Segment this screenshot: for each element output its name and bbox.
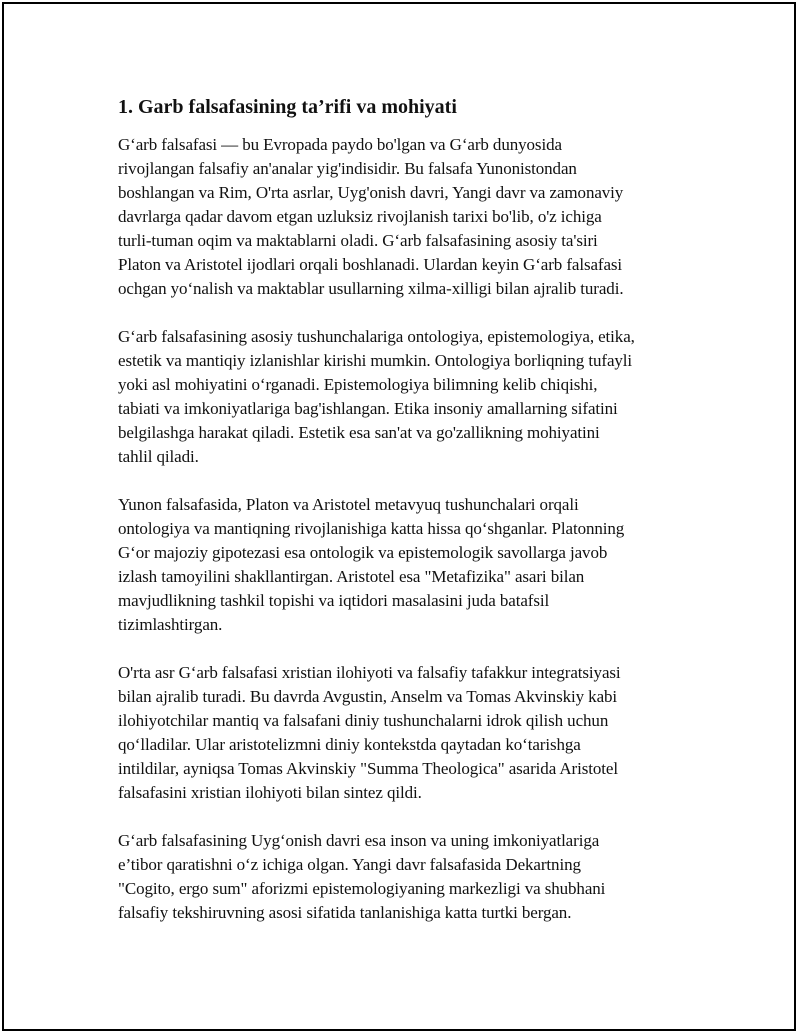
- text-line: belgilashga harakat qiladi. Estetik esa san'at va go'zallikning mohiyatini: [118, 423, 600, 442]
- document-body: [118, 93, 698, 949]
- text-line: estetik va mantiqiy izlanishlar kirishi mumkin. Ontologiya borliqning tufayli: [118, 351, 633, 370]
- text-line: intildilar, ayniqsa Tomas Akvinskiy "Summa Theologica" asarida Aristotel: [118, 759, 618, 778]
- text-line: tahlil qiladi.: [118, 447, 199, 466]
- text-line: G‘arb falsafasining Uyg‘onish davri esa inson va uning imkoniyatlariga: [118, 831, 600, 850]
- text-line: G‘or majoziy gipotezasi esa ontologik va epistemologik savollarga javob: [118, 543, 608, 562]
- text-line: tizimlashtirgan.: [118, 615, 223, 634]
- text-line: yoki asl mohiyatini o‘rganadi. Epistemologiya bilimning kelib chiqishi,: [118, 375, 598, 394]
- paragraph: [118, 493, 698, 637]
- paragraph: [118, 325, 698, 469]
- text-line: ontologiya va mantiqning rivojlanishiga katta hissa qo‘shganlar. Platonning: [118, 519, 625, 538]
- paragraph: [118, 133, 698, 301]
- text-line: falsafiy tekshiruvning asosi sifatida tanlanishiga katta turtki bergan.: [118, 903, 572, 922]
- text-line: G‘arb falsafasining asosiy tushunchalariga ontologiya, epistemologiya, etika,: [118, 327, 635, 346]
- text-line: ochgan yo‘nalish va maktablar usullarning xilma-xilligi bilan ajralib turadi.: [118, 279, 624, 298]
- text-line: izlash tamoyilini shakllantirgan. Aristotel esa "Metafizika" asari bilan: [118, 567, 585, 586]
- text-line: davrlarga qadar davom etgan uzluksiz rivojlanish tarixi bo'lib, o'z ichiga: [118, 207, 602, 226]
- text-line: turli-tuman oqim va maktablarni oladi. G‘arb falsafasining asosiy ta'siri: [118, 231, 598, 250]
- text-line: Platon va Aristotel ijodlari orqali boshlanadi. Ulardan keyin G‘arb falsafasi: [118, 255, 623, 274]
- text-line: "Cogito, ergo sum" aforizmi epistemologiyaning markezligi va shubhani: [118, 879, 606, 898]
- text-line: mavjudlikning tashkil topishi va iqtidori masalasini juda batafsil: [118, 591, 550, 610]
- text-line: rivojlangan falsafiy an'analar yig'indisidir. Bu falsafa Yunonistondan: [118, 159, 577, 178]
- text-line: tabiati va imkoniyatlariga bag'ishlangan. Etika insoniy amallarning sifatini: [118, 399, 618, 418]
- paragraph: [118, 829, 698, 925]
- text-line: bilan ajralib turadi. Bu davrda Avgustin, Anselm va Tomas Akvinskiy kabi: [118, 687, 618, 706]
- text-line: qo‘lladilar. Ular aristotelizmni diniy kontekstda qaytadan ko‘tarishga: [118, 735, 581, 754]
- text-line: G‘arb falsafasi — bu Evropada paydo bo'lgan va G‘arb dunyosida: [118, 135, 562, 154]
- text-line: O'rta asr G‘arb falsafasi xristian ilohiyoti va falsafiy tafakkur integratsiyasi: [118, 663, 621, 682]
- text-line: e’tibor qaratishni o‘z ichiga olgan. Yangi davr falsafasida Dekartning: [118, 855, 581, 874]
- text-line: ilohiyotchilar mantiq va falsafani diniy tushunchalarni idrok qilish uchun: [118, 711, 609, 730]
- text-line: falsafasini xristian ilohiyoti bilan sintez qildi.: [118, 783, 422, 802]
- text-line: boshlangan va Rim, O'rta asrlar, Uyg'onish davri, Yangi davr va zamonaviy: [118, 183, 624, 202]
- text-line: Yunon falsafasida, Platon va Aristotel metavyuq tushunchalari orqali: [118, 495, 579, 514]
- section-heading: 1. Garb falsafasining ta’rifi va mohiyati: [118, 96, 457, 118]
- paragraph: [118, 661, 698, 805]
